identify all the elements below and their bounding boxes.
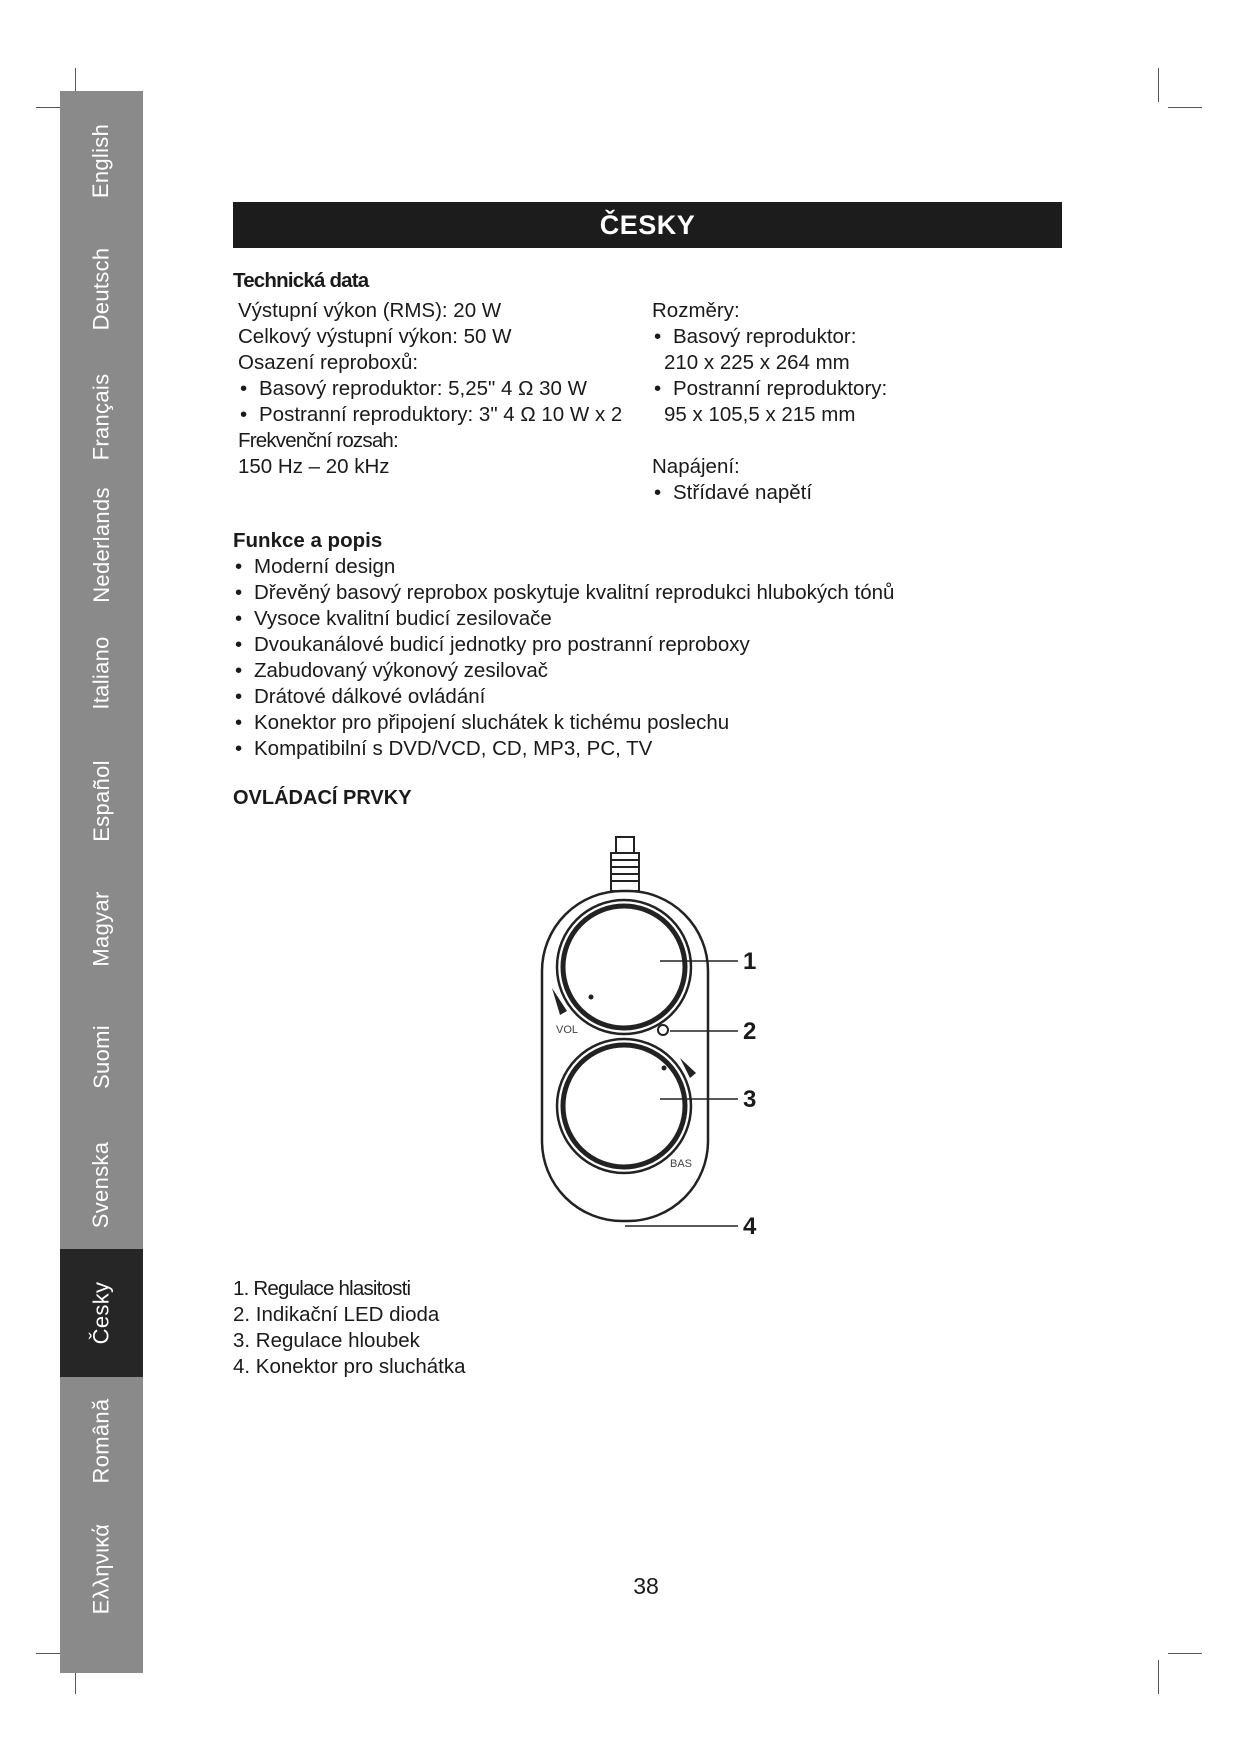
power-label: Napájení:	[652, 455, 740, 478]
lang-label: Română	[88, 1398, 114, 1484]
language-sidebar	[60, 91, 143, 1673]
lang-label: Français	[88, 373, 114, 461]
lang-label: Nederlands	[88, 487, 114, 603]
lang-label: Svenska	[88, 1141, 114, 1229]
tech-right-column	[652, 298, 887, 506]
list-item: • Dvoukanálové budicí jednotky pro postranní reproboxy	[233, 632, 894, 658]
legend-item: 2. Indikační LED dioda	[233, 1303, 440, 1326]
remote-control-diagram	[520, 825, 780, 1245]
crop-mark	[1158, 1660, 1159, 1694]
page-number: 38	[633, 1573, 659, 1599]
lang-tab-svenska[interactable]	[60, 1121, 143, 1249]
legend-item: 4. Konektor pro sluchátka	[233, 1355, 466, 1378]
page-header	[233, 202, 1062, 248]
legend-item: 1. Regulace hlasitosti	[233, 1277, 411, 1300]
freq-range-label: Frekvenční rozsah:	[238, 429, 398, 452]
lang-label: Suomi	[88, 1025, 114, 1089]
list-item: • Drátové dálkové ovládání	[233, 684, 894, 710]
lang-tab-suomi[interactable]	[60, 993, 143, 1121]
lang-tab-cesky[interactable]	[60, 1249, 143, 1377]
bas-label: BAS	[670, 1158, 693, 1170]
list-item: • Zabudovaný výkonový zesilovač	[233, 658, 894, 684]
list-item: • Moderní design	[233, 554, 894, 580]
side-dimensions-value: 95 x 105,5 x 215 mm	[664, 403, 856, 426]
crop-mark	[1168, 107, 1202, 108]
lang-tab-ellinika[interactable]	[60, 1505, 143, 1633]
tech-left-column	[238, 298, 622, 480]
dimensions-label: Rozměry:	[652, 299, 740, 322]
list-item: • Dřevěný basový reprobox poskytuje kvalitní reprodukci hlubokých tónů	[233, 580, 894, 606]
list-item: • Konektor pro připojení sluchátek k tichému poslechu	[233, 710, 894, 736]
side-dimensions-label: • Postranní reproduktory:	[652, 376, 887, 402]
lang-tab-deutsch[interactable]	[60, 225, 143, 353]
lang-tab-italiano[interactable]	[60, 609, 143, 737]
vol-label: VOL	[556, 1024, 579, 1036]
led-indicator	[658, 1025, 668, 1035]
callout-4: 4	[743, 1213, 757, 1240]
lang-label: Español	[88, 760, 114, 842]
lang-tab-english[interactable]	[60, 97, 143, 225]
volume-knob	[557, 900, 691, 1034]
controls-legend	[233, 1276, 465, 1380]
lang-label: Deutsch	[88, 247, 114, 331]
speaker-config-label: Osazení reproboxů:	[238, 351, 419, 374]
lang-label: Česky	[88, 1281, 114, 1345]
bass-dimensions-label: • Basový reproduktor:	[652, 324, 887, 350]
legend-item: 3. Regulace hloubek	[233, 1329, 420, 1352]
callout-1: 1	[743, 948, 757, 975]
lang-tab-magyar[interactable]	[60, 865, 143, 993]
lang-label: Magyar	[88, 891, 114, 967]
crop-mark	[1158, 68, 1159, 102]
features-list	[233, 554, 894, 762]
total-output: Celkový výstupní výkon: 50 W	[238, 325, 512, 348]
cable-icon	[611, 837, 639, 891]
lang-label: Italiano	[88, 636, 114, 710]
crop-mark	[1168, 1653, 1202, 1654]
side-speaker-spec: • Postranní reproduktory: 3" 4 Ω 10 W x 2	[238, 402, 622, 428]
power-value: • Střídavé napětí	[652, 480, 887, 506]
bass-knob	[557, 1039, 691, 1173]
lang-tab-espanol[interactable]	[60, 737, 143, 865]
controls-heading: OVLÁDACÍ PRVKY	[233, 787, 412, 809]
list-item: • Kompatibilní s DVD/VCD, CD, MP3, PC, TV	[233, 736, 894, 762]
lang-tab-francais[interactable]	[60, 353, 143, 481]
bass-speaker-spec: • Basový reproduktor: 5,25" 4 Ω 30 W	[238, 376, 622, 402]
rms-output: Výstupní výkon (RMS): 20 W	[238, 299, 502, 322]
callout-2: 2	[743, 1018, 757, 1045]
lang-label: Ελληνικά	[88, 1523, 114, 1615]
list-item: • Vysoce kvalitní budicí zesilovače	[233, 606, 894, 632]
tech-data-heading: Technická data	[233, 269, 369, 292]
callout-3: 3	[743, 1086, 757, 1113]
freq-range-value: 150 Hz – 20 kHz	[238, 455, 390, 478]
features-heading: Funkce a popis	[233, 529, 383, 552]
lang-tab-nederlands[interactable]	[60, 481, 143, 609]
lang-label: English	[88, 123, 114, 199]
bass-dimensions-value: 210 x 225 x 264 mm	[664, 351, 850, 374]
lang-tab-romana[interactable]	[60, 1377, 143, 1505]
page-title: ČESKY	[599, 209, 696, 240]
